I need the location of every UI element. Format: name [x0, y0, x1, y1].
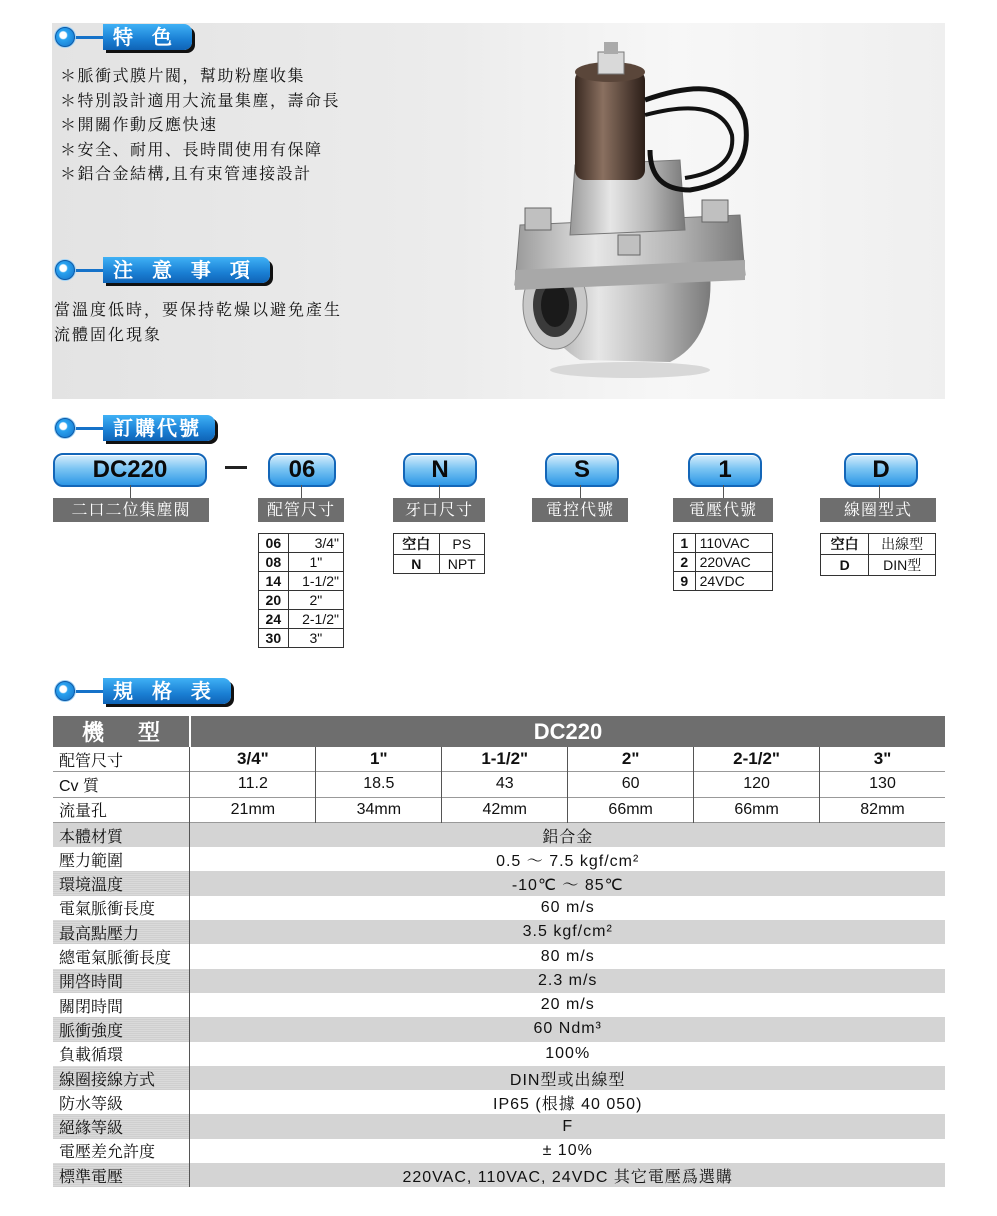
feature-item: ＊開關作動反應快速 [60, 115, 218, 135]
table-cell: 08 [259, 553, 289, 572]
table-cell: 2" [568, 747, 694, 772]
bullet-dot-icon [55, 681, 75, 701]
voltage-table [673, 533, 773, 591]
table-row [259, 534, 344, 553]
code-box-pipe: 06 [268, 453, 336, 487]
label-coil: 線圈型式 [820, 498, 936, 522]
table-cell: 14 [259, 572, 289, 591]
table-cell: 3.5 kgf/cm² [190, 920, 945, 944]
table-row [394, 534, 485, 555]
table-cell: ± 10% [190, 1139, 945, 1163]
table-cell: 9 [674, 572, 696, 591]
table-cell: 110VAC [695, 534, 772, 553]
table-cell: 環境溫度 [53, 871, 190, 895]
table-row [53, 993, 945, 1017]
table-cell: 82mm [820, 797, 945, 822]
table-cell: 空白 [821, 534, 869, 555]
table-row [53, 969, 945, 993]
table-cell: 30 [259, 629, 289, 648]
table-cell: 60 [568, 772, 694, 797]
table-cell: NPT [439, 555, 485, 574]
table-cell: 1" [316, 747, 442, 772]
table-cell: 18.5 [316, 772, 442, 797]
bullet-dot-icon [55, 260, 75, 280]
table-cell: 100% [190, 1042, 945, 1066]
coil-table [820, 533, 936, 576]
table-cell: 1" [288, 553, 343, 572]
table-cell: IP65 (根據 40 050) [190, 1090, 945, 1114]
table-cell: 3/4" [190, 747, 316, 772]
features-list [60, 64, 340, 187]
feature-item: ＊安全、耐用、長時間使用有保障 [60, 139, 323, 159]
table-cell: 220VAC, 110VAC, 24VDC 其它電壓爲選購 [190, 1163, 945, 1187]
table-row [259, 591, 344, 610]
table-cell: 線圈接線方式 [53, 1066, 190, 1090]
label-control: 電控代號 [532, 498, 628, 522]
table-cell: 80 m/s [190, 944, 945, 968]
label-pipe: 配管尺寸 [258, 498, 344, 522]
features-heading: 特 色 [55, 24, 192, 50]
table-row [53, 747, 945, 772]
table-row [53, 716, 945, 747]
table-cell: DIN型或出線型 [190, 1066, 945, 1090]
spec-table [53, 716, 945, 1187]
table-cell: Cv 質 [53, 772, 190, 797]
pipe-size-table [258, 533, 344, 648]
table-cell: 06 [259, 534, 289, 553]
table-cell: 脈衝強度 [53, 1017, 190, 1041]
table-cell: 2" [288, 591, 343, 610]
table-cell: PS [439, 534, 485, 555]
table-cell: 電氣脈衝長度 [53, 896, 190, 920]
table-cell: 24 [259, 610, 289, 629]
table-cell: 2-1/2" [288, 610, 343, 629]
table-cell: D [821, 555, 869, 576]
table-row [821, 534, 936, 555]
label-voltage: 電壓代號 [673, 498, 773, 522]
code-box-model: DC220 [53, 453, 207, 487]
table-cell: 配管尺寸 [53, 747, 190, 772]
table-cell: 空白 [394, 534, 440, 555]
table-cell: -10℃ ～ 85℃ [190, 871, 945, 895]
bullet-dot-icon [55, 418, 75, 438]
table-row [53, 1042, 945, 1066]
table-row [53, 896, 945, 920]
table-cell: 3" [820, 747, 945, 772]
code-box-control: S [545, 453, 619, 487]
table-cell: 機 型 [53, 716, 190, 747]
table-row [53, 1017, 945, 1041]
label-model: 二口二位集塵閥 [53, 498, 209, 522]
table-cell: 20 m/s [190, 993, 945, 1017]
table-row [394, 555, 485, 574]
table-cell: 最高點壓力 [53, 920, 190, 944]
table-cell: 21mm [190, 797, 316, 822]
table-cell: 流量孔 [53, 797, 190, 822]
table-row [259, 553, 344, 572]
table-cell: N [394, 555, 440, 574]
table-cell: 3/4" [288, 534, 343, 553]
table-cell: 1-1/2" [442, 747, 568, 772]
table-row [674, 553, 773, 572]
table-cell: 總電氣脈衝長度 [53, 944, 190, 968]
table-cell: F [190, 1114, 945, 1138]
table-cell: 鋁合金 [190, 822, 945, 847]
table-cell: 66mm [568, 797, 694, 822]
table-row [53, 772, 945, 797]
table-cell: 1 [674, 534, 696, 553]
table-cell: 電壓差允許度 [53, 1139, 190, 1163]
table-cell: 1-1/2" [288, 572, 343, 591]
code-box-coil: D [844, 453, 918, 487]
spec-heading: 規 格 表 [55, 678, 231, 704]
notice-text: 當溫度低時，要保持乾燥以避免產生 流體固化現象 [54, 300, 343, 344]
feature-item: ＊脈衝式膜片閥，幫助粉塵收集 [60, 66, 306, 85]
table-cell: 60 Ndm³ [190, 1017, 945, 1041]
notice-heading: 注 意 事 項 [55, 257, 270, 283]
table-cell: 66mm [694, 797, 820, 822]
thread-table [393, 533, 485, 574]
table-row [53, 1139, 945, 1163]
table-cell: 120 [694, 772, 820, 797]
table-row [53, 871, 945, 895]
table-row [53, 847, 945, 871]
table-cell: 關閉時間 [53, 993, 190, 1017]
order-heading: 訂購代號 [55, 415, 215, 441]
table-row [259, 572, 344, 591]
model-name: DC220 [190, 716, 945, 747]
table-cell: 壓力範圍 [53, 847, 190, 871]
table-cell: 出線型 [869, 534, 936, 555]
table-cell: 34mm [316, 797, 442, 822]
valve-image [500, 40, 760, 385]
table-row [53, 920, 945, 944]
table-cell: 本體材質 [53, 822, 190, 847]
table-cell: 24VDC [695, 572, 772, 591]
table-cell: 2 [674, 553, 696, 572]
table-cell: 2-1/2" [694, 747, 820, 772]
table-cell: 11.2 [190, 772, 316, 797]
table-cell: 0.5 ～ 7.5 kgf/cm² [190, 847, 945, 871]
table-row [53, 944, 945, 968]
table-cell: 42mm [442, 797, 568, 822]
feature-item: ＊鋁合金結構,且有束管連接設計 [60, 164, 312, 184]
table-row [259, 610, 344, 629]
table-cell: 220VAC [695, 553, 772, 572]
code-box-thread: N [403, 453, 477, 487]
code-separator [225, 466, 247, 469]
table-cell: 43 [442, 772, 568, 797]
table-row [53, 1066, 945, 1090]
table-cell: 60 m/s [190, 896, 945, 920]
table-row [53, 1114, 945, 1138]
table-cell: 標準電壓 [53, 1163, 190, 1187]
table-cell: 絕緣等級 [53, 1114, 190, 1138]
table-cell: 130 [820, 772, 945, 797]
table-cell: 20 [259, 591, 289, 610]
bullet-dot-icon [55, 27, 75, 47]
table-cell: 3" [288, 629, 343, 648]
table-cell: 負載循環 [53, 1042, 190, 1066]
table-row [259, 629, 344, 648]
feature-item: ＊特別設計適用大流量集塵，壽命長 [60, 90, 341, 110]
table-row [674, 534, 773, 553]
code-box-voltage: 1 [688, 453, 762, 487]
table-cell: DIN型 [869, 555, 936, 576]
table-cell: 防水等級 [53, 1090, 190, 1114]
table-row [53, 1163, 945, 1187]
table-cell: 2.3 m/s [190, 969, 945, 993]
table-row [674, 572, 773, 591]
table-row [821, 555, 936, 576]
table-cell: 開啓時間 [53, 969, 190, 993]
table-row [53, 797, 945, 822]
label-thread: 牙口尺寸 [393, 498, 485, 522]
table-row [53, 1090, 945, 1114]
table-row [53, 822, 945, 847]
